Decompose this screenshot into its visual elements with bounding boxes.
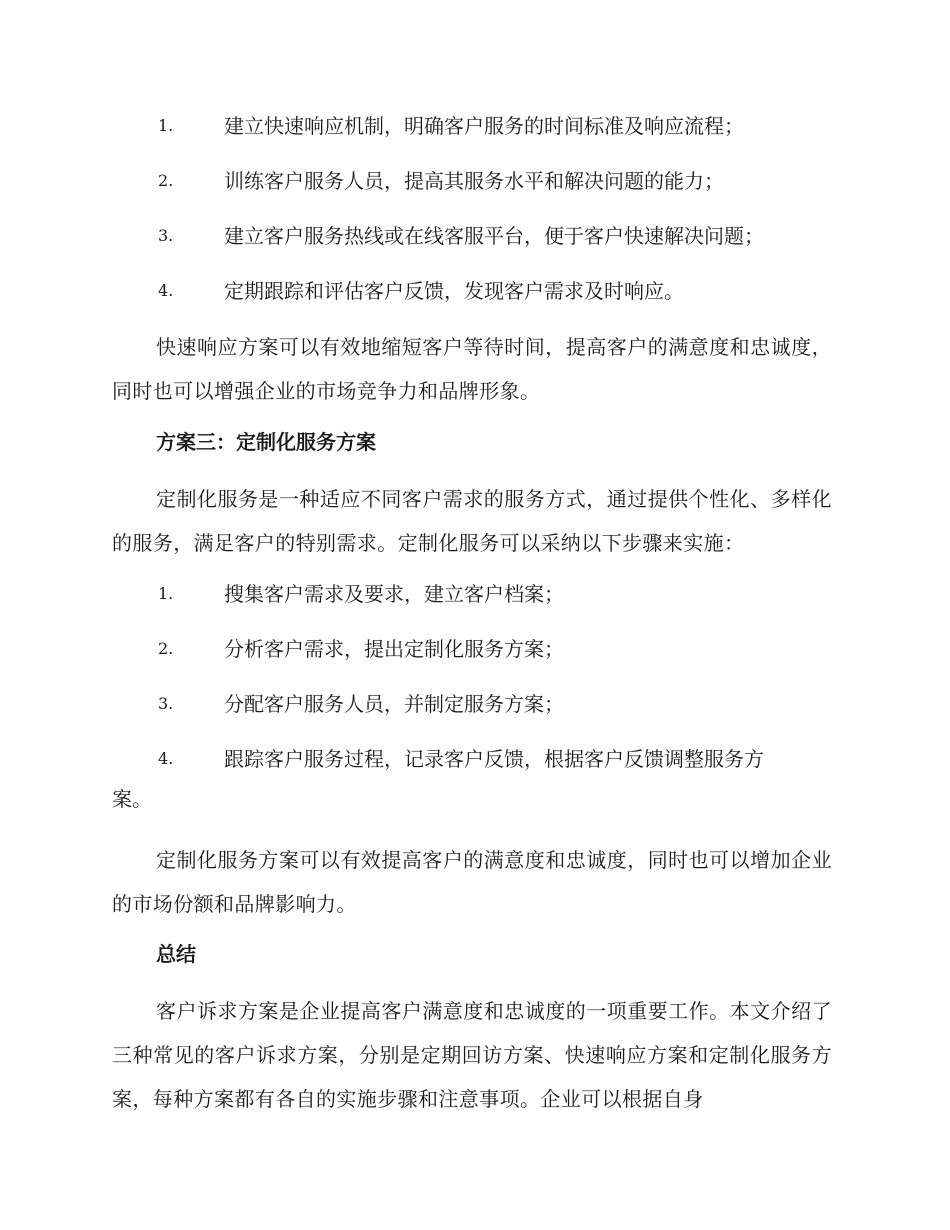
list-number: 4. bbox=[158, 749, 174, 768]
list-text: 分析客户需求，提出定制化服务方案； bbox=[224, 637, 564, 661]
list-number: 2. bbox=[158, 171, 174, 190]
list-item bbox=[112, 684, 832, 724]
list-item bbox=[112, 629, 832, 669]
list-number: 2. bbox=[158, 639, 174, 658]
list-item bbox=[112, 161, 832, 201]
list-text: 建立快速响应机制，明确客户服务的时间标准及响应流程； bbox=[224, 114, 744, 138]
list-item bbox=[112, 271, 832, 311]
list-item bbox=[112, 574, 832, 614]
list-text: 分配客户服务人员，并制定服务方案； bbox=[224, 692, 564, 716]
list-number: 3. bbox=[158, 694, 174, 713]
list-item bbox=[112, 106, 832, 146]
list-text: 建立客户服务热线或在线客服平台，便于客户快速解决问题； bbox=[224, 224, 764, 248]
list-number: 4. bbox=[158, 281, 174, 300]
paragraph-custom-intro: 定制化服务是一种适应不同客户需求的服务方式，通过提供个性化、多样化的服务，满足客户的特别需求。定制化服务可以采纳以下步骤来实施： bbox=[112, 487, 832, 555]
list-item bbox=[112, 739, 832, 819]
list-text: 搜集客户需求及要求，建立客户档案； bbox=[224, 582, 564, 606]
paragraph-summary: 客户诉求方案是企业提高客户满意度和忠诚度的一项重要工作。本文介绍了三种常见的客户诉求方案，分别是定期回访方案、快速响应方案和定制化服务方案，每种方案都有各自的实施步骤和注意事项。企业可以根据自身 bbox=[112, 999, 832, 1111]
list-text-wrapper bbox=[112, 739, 832, 819]
paragraph-custom-result: 定制化服务方案可以有效提高客户的满意度和忠诚度，同时也可以增加企业的市场份额和品牌影响力。 bbox=[112, 848, 832, 916]
list-text: 训练客户服务人员，提高其服务水平和解决问题的能力； bbox=[224, 169, 724, 193]
list-text: 定期跟踪和评估客户反馈，发现客户需求及时响应。 bbox=[224, 279, 684, 303]
section-heading: 方案三：定制化服务方案 bbox=[156, 430, 376, 454]
paragraph-quick-response: 快速响应方案可以有效地缩短客户等待时间，提高客户的满意度和忠诚度，同时也可以增强企业的市场竞争力和品牌形象。 bbox=[112, 335, 832, 403]
list-text-continuation: 案。 bbox=[112, 787, 152, 811]
section-heading-summary: 总结 bbox=[156, 942, 196, 966]
list-number: 1. bbox=[158, 116, 174, 135]
list-text: 跟踪客户服务过程，记录客户反馈，根据客户反馈调整服务方 bbox=[224, 747, 764, 771]
list-number: 1. bbox=[158, 584, 174, 603]
list-item bbox=[112, 216, 832, 256]
list-number: 3. bbox=[158, 226, 174, 245]
